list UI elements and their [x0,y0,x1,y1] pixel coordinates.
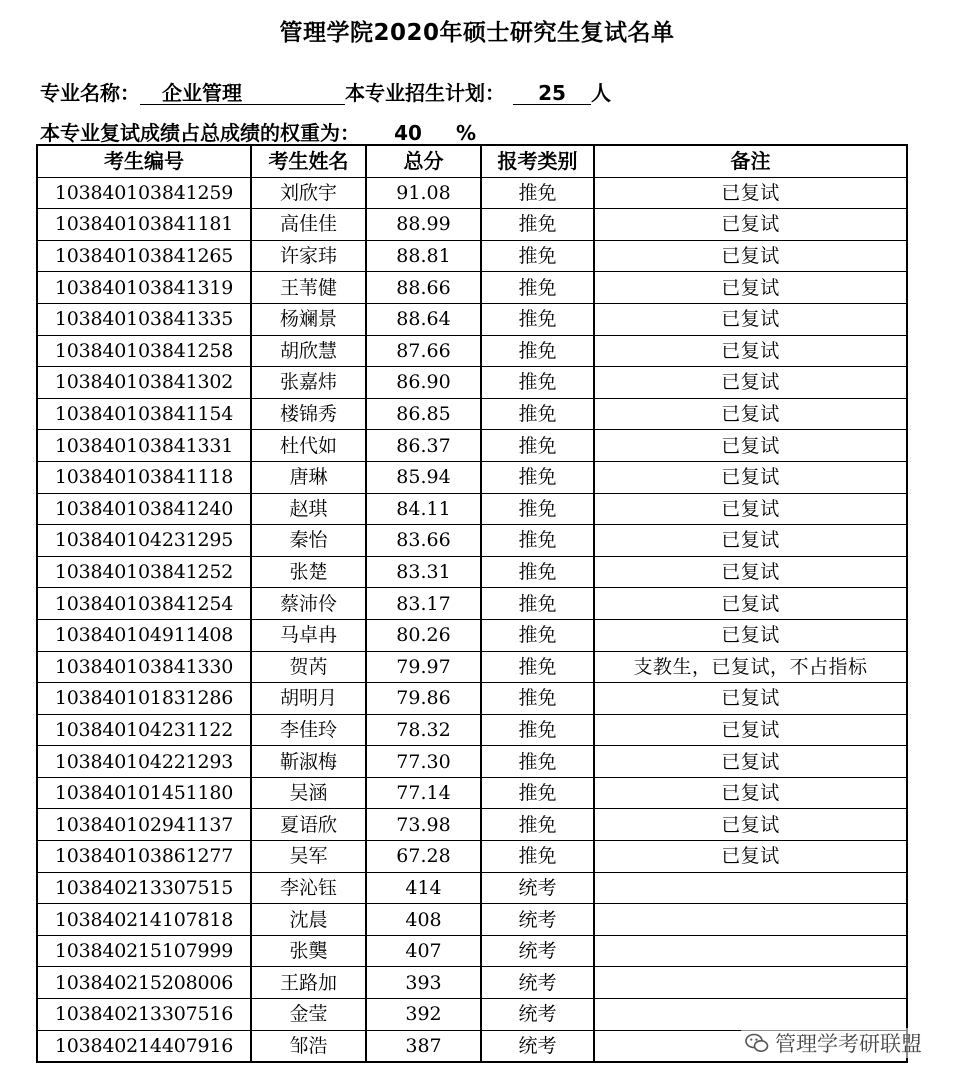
total-score-cell: 88.64 [366,303,481,335]
remarks-cell: 已复试 [594,493,907,525]
name-cell: 唐琳 [251,461,366,493]
table-row [37,525,907,557]
remarks-cell: 已复试 [594,683,907,715]
category-cell: 推免 [481,746,594,778]
remarks-cell: 已复试 [594,525,907,557]
remarks-cell: 已复试 [594,588,907,620]
table-row [37,999,907,1031]
weight-value: 40 [360,122,456,145]
header-category: 报考类别 [481,145,594,177]
exam-id-cell: 103840103841335 [37,303,251,335]
total-score-cell: 88.81 [366,240,481,272]
plan-value: 25 [513,82,591,105]
total-score-cell: 87.66 [366,335,481,367]
exam-id-cell: 103840103841265 [37,240,251,272]
remarks-cell: 已复试 [594,841,907,873]
exam-id-cell: 103840103841331 [37,430,251,462]
name-cell: 吴涵 [251,777,366,809]
exam-id-cell: 103840103841154 [37,398,251,430]
category-cell: 推免 [481,777,594,809]
wechat-icon [745,1032,769,1054]
remarks-cell: 已复试 [594,556,907,588]
total-score-cell: 88.66 [366,272,481,304]
name-cell: 赵琪 [251,493,366,525]
category-cell: 推免 [481,461,594,493]
name-cell: 蔡沛伶 [251,588,366,620]
remarks-cell: 已复试 [594,240,907,272]
remarks-cell: 支教生，已复试，不占指标 [594,651,907,683]
table-row [37,272,907,304]
remarks-cell: 已复试 [594,777,907,809]
category-cell: 统考 [481,967,594,999]
total-score-cell: 408 [366,904,481,936]
total-score-cell: 67.28 [366,841,481,873]
total-score-cell: 77.30 [366,746,481,778]
name-cell: 张楚 [251,556,366,588]
table-row [37,430,907,462]
category-cell: 推免 [481,809,594,841]
exam-id-cell: 103840101451180 [37,777,251,809]
name-cell: 秦怡 [251,525,366,557]
table-row [37,809,907,841]
total-score-cell: 83.31 [366,556,481,588]
exam-id-cell: 103840103861277 [37,841,251,873]
header-exam-id: 考生编号 [37,145,251,177]
category-cell: 推免 [481,841,594,873]
total-score-cell: 91.08 [366,177,481,209]
total-score-cell: 77.14 [366,777,481,809]
name-cell: 马卓冉 [251,619,366,651]
category-cell: 推免 [481,588,594,620]
category-cell: 推免 [481,619,594,651]
category-cell: 统考 [481,904,594,936]
table-row [37,683,907,715]
category-cell: 推免 [481,430,594,462]
remarks-cell: 已复试 [594,209,907,241]
name-cell: 沈晨 [251,904,366,936]
category-cell: 推免 [481,367,594,399]
table-row [37,398,907,430]
name-cell: 许家玮 [251,240,366,272]
total-score-cell: 79.97 [366,651,481,683]
exam-id-cell: 103840103841330 [37,651,251,683]
category-cell: 推免 [481,272,594,304]
total-score-cell: 78.32 [366,714,481,746]
remarks-cell: 已复试 [594,367,907,399]
exam-id-cell: 103840213307516 [37,999,251,1031]
exam-id-cell: 103840215107999 [37,935,251,967]
remarks-cell: 已复试 [594,746,907,778]
table-row [37,303,907,335]
table-row [37,461,907,493]
exam-id-cell: 103840103841118 [37,461,251,493]
category-cell: 推免 [481,714,594,746]
plan-label: 本专业招生计划： [345,81,505,105]
total-score-cell: 79.86 [366,683,481,715]
category-cell: 统考 [481,935,594,967]
exam-id-cell: 103840103841258 [37,335,251,367]
total-score-cell: 86.37 [366,430,481,462]
name-cell: 杨斓景 [251,303,366,335]
exam-id-cell: 103840103841181 [37,209,251,241]
total-score-cell: 73.98 [366,809,481,841]
exam-id-cell: 103840103841302 [37,367,251,399]
total-score-cell: 88.99 [366,209,481,241]
exam-id-cell: 103840102941137 [37,809,251,841]
total-score-cell: 392 [366,999,481,1031]
name-cell: 王苇健 [251,272,366,304]
remarks-cell: 已复试 [594,461,907,493]
remarks-cell [594,872,907,904]
remarks-cell [594,935,907,967]
table-row [37,841,907,873]
name-cell: 高佳佳 [251,209,366,241]
name-cell: 楼锦秀 [251,398,366,430]
name-cell: 张嘉炜 [251,367,366,399]
remarks-cell: 已复试 [594,335,907,367]
weight-line [40,117,476,146]
total-score-cell: 83.17 [366,588,481,620]
category-cell: 推免 [481,240,594,272]
total-score-cell: 86.85 [366,398,481,430]
major-value: 企业管理 [140,82,345,105]
table-row [37,588,907,620]
total-score-cell: 393 [366,967,481,999]
table-row [37,872,907,904]
exam-id-cell: 103840214407916 [37,1030,251,1062]
total-score-cell: 407 [366,935,481,967]
table-row [37,240,907,272]
table-row [37,619,907,651]
name-cell: 李沁钰 [251,872,366,904]
total-score-cell: 414 [366,872,481,904]
candidate-table [36,144,908,1063]
name-cell: 张龑 [251,935,366,967]
category-cell: 推免 [481,493,594,525]
category-cell: 推免 [481,398,594,430]
header-remarks: 备注 [594,145,907,177]
category-cell: 统考 [481,999,594,1031]
remarks-cell [594,967,907,999]
table-row [37,746,907,778]
exam-id-cell: 103840103841240 [37,493,251,525]
remarks-cell: 已复试 [594,177,907,209]
table-row [37,556,907,588]
exam-id-cell: 103840103841254 [37,588,251,620]
name-cell: 胡明月 [251,683,366,715]
name-cell: 李佳玲 [251,714,366,746]
exam-id-cell: 103840214107818 [37,904,251,936]
header-total-score: 总分 [366,145,481,177]
table-header-row [37,145,907,177]
category-cell: 统考 [481,872,594,904]
major-line [40,77,611,106]
major-label: 专业名称： [40,81,140,105]
category-cell: 推免 [481,335,594,367]
category-cell: 推免 [481,651,594,683]
exam-id-cell: 103840104221293 [37,746,251,778]
category-cell: 推免 [481,525,594,557]
watermark [741,1028,926,1058]
name-cell: 王路加 [251,967,366,999]
table-row [37,714,907,746]
watermark-text: 管理学考研联盟 [775,1032,922,1056]
category-cell: 推免 [481,683,594,715]
name-cell: 邹浩 [251,1030,366,1062]
table-row [37,367,907,399]
exam-id-cell: 103840101831286 [37,683,251,715]
page-title: 管理学院2020年硕士研究生复试名单 [279,20,675,46]
total-score-cell: 80.26 [366,619,481,651]
table-row [37,967,907,999]
name-cell: 杜代如 [251,430,366,462]
total-score-cell: 86.90 [366,367,481,399]
table-body [37,177,907,1062]
remarks-cell: 已复试 [594,430,907,462]
remarks-cell: 已复试 [594,714,907,746]
category-cell: 统考 [481,1030,594,1062]
total-score-cell: 387 [366,1030,481,1062]
exam-id-cell: 103840104911408 [37,619,251,651]
table-row [37,904,907,936]
remarks-cell: 已复试 [594,303,907,335]
name-cell: 胡欣慧 [251,335,366,367]
category-cell: 推免 [481,209,594,241]
name-cell: 吴军 [251,841,366,873]
header-name: 考生姓名 [251,145,366,177]
plan-unit: 人 [591,81,611,105]
exam-id-cell: 103840103841252 [37,556,251,588]
exam-id-cell: 103840213307515 [37,872,251,904]
table-row [37,651,907,683]
remarks-cell [594,904,907,936]
total-score-cell: 85.94 [366,461,481,493]
name-cell: 靳淑梅 [251,746,366,778]
weight-label: 本专业复试成绩占总成绩的权重为： [40,121,360,145]
exam-id-cell: 103840215208006 [37,967,251,999]
remarks-cell: 已复试 [594,398,907,430]
table-row [37,493,907,525]
exam-id-cell: 103840104231122 [37,714,251,746]
remarks-cell: 已复试 [594,272,907,304]
table-row [37,177,907,209]
category-cell: 推免 [481,177,594,209]
total-score-cell: 84.11 [366,493,481,525]
category-cell: 推免 [481,556,594,588]
name-cell: 贺芮 [251,651,366,683]
remarks-cell: 已复试 [594,809,907,841]
table-row [37,777,907,809]
name-cell: 刘欣宇 [251,177,366,209]
exam-id-cell: 103840104231295 [37,525,251,557]
exam-id-cell: 103840103841259 [37,177,251,209]
remarks-cell: 已复试 [594,619,907,651]
exam-id-cell: 103840103841319 [37,272,251,304]
total-score-cell: 83.66 [366,525,481,557]
remarks-cell [594,999,907,1031]
table-row [37,935,907,967]
name-cell: 金莹 [251,999,366,1031]
weight-unit: % [456,121,477,145]
table-row [37,335,907,367]
name-cell: 夏语欣 [251,809,366,841]
category-cell: 推免 [481,303,594,335]
table-row [37,209,907,241]
